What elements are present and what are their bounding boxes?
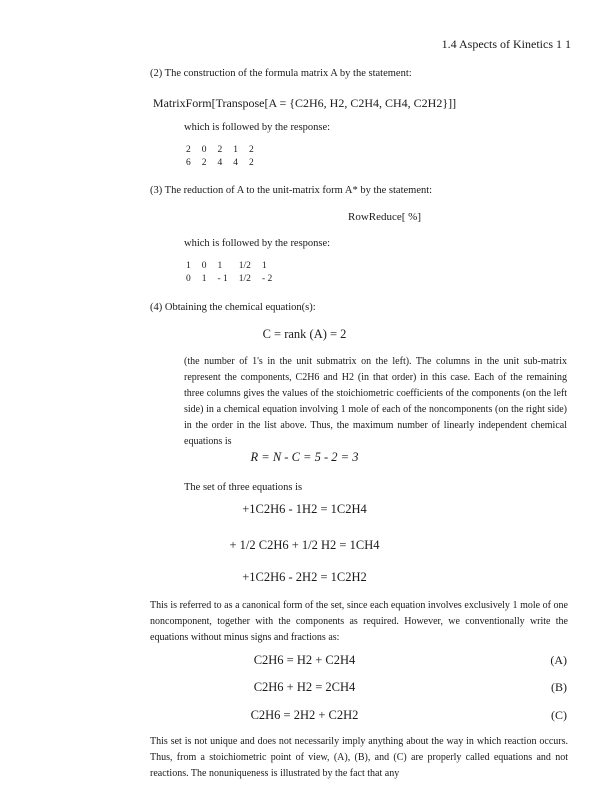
matrix-cell: 1	[201, 274, 207, 285]
matrix-cell: 2	[201, 158, 207, 169]
step-2-text: (2) The construction of the formula matrix A by the statement:	[150, 68, 412, 79]
matrix-row	[186, 274, 281, 285]
set-intro: The set of three equations is	[184, 482, 303, 493]
equation-c: C2H6 = 2H2 + C2H2	[250, 708, 359, 722]
matrix-cell: 1	[233, 145, 238, 155]
canonical-paragraph: This is referred to as a canonical form of the set, since each equation involves exclusively 1 mole of one noncomponent, together with the components as required. However, we conventionally write the equations without minus signs and fractions as:	[150, 600, 568, 643]
matrix-cell: 0	[186, 274, 191, 285]
step-4-text: (4) Obtaining the chemical equation(s):	[150, 302, 316, 313]
running-header: 1.4 Aspects of Kinetics 1 1	[441, 37, 571, 51]
equation-b: C2H6 + H2 = 2CH4	[253, 680, 356, 694]
closing-paragraph: This set is not unique and does not necessarily imply anything about the way in which reaction occurs. Thus, from a stoichiometric point of view, (A), (B), and (C) are properly called equations and not reactions. The nonuniqueness is illustrated by the fact that any	[150, 736, 568, 779]
step-4-paragraph: (the number of 1's in the unit submatrix on the left). The columns in the unit sub-matrix represent the components, C2H6 and H2 (in that order) in this case. Each of the remaining three columns gives the values of the stoichiometric coefficients of the components (on the left side) in a chemical equation involving 1 mole of each of the noncomponents (on the right side) in the order in the list above. Thus, the maximum number of linearly independent chemical equations is	[184, 356, 567, 447]
matrix-cell: 2	[249, 158, 254, 169]
step-2-follow: which is followed by the response:	[184, 122, 331, 133]
equation-a: C2H6 = H2 + C2H4	[253, 653, 356, 667]
matrix-row	[186, 158, 263, 169]
matrix-cell: 0	[201, 261, 207, 271]
matrix-a	[184, 143, 265, 172]
matrix-cell: 2	[186, 145, 191, 155]
matrix-cell: - 1	[217, 274, 228, 285]
canonical-eq-2: + 1/2 C2H6 + 1/2 H2 = 1CH4	[229, 538, 380, 552]
step-3-text: (3) The reduction of A to the unit-matrix form A* by the statement:	[150, 185, 433, 196]
matrix-row	[186, 261, 281, 272]
matrix-cell: 6	[186, 158, 191, 169]
r-equation: R = N - C = 5 - 2 = 3	[250, 450, 359, 464]
matrix-cell: 1	[186, 261, 191, 271]
matrix-a-star	[184, 259, 283, 288]
rank-equation: C = rank (A) = 2	[262, 327, 347, 341]
matrix-cell: 1	[217, 261, 223, 271]
equation-a-label: (A)	[550, 653, 567, 667]
equation-b-label: (B)	[551, 680, 567, 694]
matrix-row	[186, 145, 263, 156]
canonical-eq-1: +1C2H6 - 1H2 = 1C2H4	[242, 502, 367, 516]
equation-c-label: (C)	[551, 708, 567, 722]
step-2-code: MatrixForm[Transpose[A = {C2H6, H2, C2H4, CH4, C2H2}]]	[152, 96, 457, 110]
matrix-cell: 2	[217, 145, 223, 155]
matrix-cell: 1	[261, 261, 267, 271]
matrix-cell: 4	[233, 158, 238, 169]
step-3-code: RowReduce[ %]	[347, 211, 421, 223]
step-3-follow: which is followed by the response:	[184, 238, 331, 249]
matrix-cell: 1/2	[238, 274, 251, 285]
matrix-cell: 4	[217, 158, 223, 169]
canonical-eq-3: +1C2H6 - 2H2 = 1C2H2	[242, 570, 367, 584]
matrix-cell: - 2	[261, 274, 273, 285]
matrix-cell: 2	[249, 145, 254, 155]
matrix-cell: 0	[201, 145, 207, 155]
matrix-cell: 1/2	[238, 261, 251, 271]
